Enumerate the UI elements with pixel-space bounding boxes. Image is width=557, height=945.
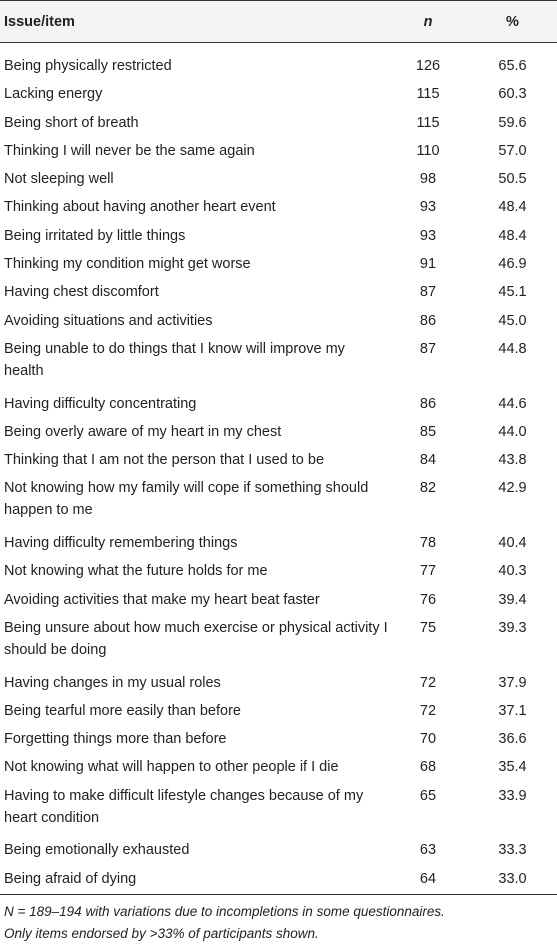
row-item-cell: Avoiding situations and activities xyxy=(4,312,213,329)
row-item-cell: Being short of breath xyxy=(4,114,139,131)
row-item-cell: Not knowing how my family will cope if something should happen to me xyxy=(4,480,369,519)
row-item-cell: Being emotionally exhausted xyxy=(4,842,190,859)
row-percent-cell: 59.6 xyxy=(498,114,527,131)
table-footnote xyxy=(0,895,557,945)
row-percent-cell: 65.6 xyxy=(498,58,527,74)
table-row xyxy=(0,783,557,838)
row-item-cell: Having difficulty remembering things xyxy=(4,535,238,552)
table-header xyxy=(0,1,557,43)
header-item: Issue/item xyxy=(0,1,388,43)
row-percent-cell: 40.3 xyxy=(498,563,527,580)
row-n-cell: 98 xyxy=(419,171,437,188)
table-body xyxy=(0,43,557,895)
row-percent-cell: 48.4 xyxy=(498,199,527,216)
row-percent-cell: 48.4 xyxy=(498,227,527,244)
row-n-cell: 72 xyxy=(419,702,437,719)
row-n-cell: 115 xyxy=(416,114,440,131)
row-n-cell: 84 xyxy=(419,452,437,469)
row-item-cell: Thinking my condition might get worse xyxy=(4,256,251,273)
table-row xyxy=(0,419,557,447)
row-n-cell: 91 xyxy=(419,256,437,273)
row-percent-cell: 33.9 xyxy=(498,787,527,804)
row-item-cell: Being tearful more easily than before xyxy=(4,702,241,719)
row-item-cell: Being afraid of dying xyxy=(0,866,388,895)
table-row xyxy=(0,615,557,670)
row-item-cell: Not sleeping well xyxy=(4,171,114,188)
table-row xyxy=(0,53,557,81)
row-percent-cell: 44.0 xyxy=(498,423,527,440)
row-item-cell: Being unsure about how much exercise or physical activity I should be doing xyxy=(4,619,388,658)
table-row xyxy=(0,670,557,698)
footnote-line-2: Only items endorsed by >33% of participants shown. xyxy=(4,925,319,941)
row-percent-cell: 46.9 xyxy=(498,256,527,273)
row-item-cell: Lacking energy xyxy=(4,86,103,103)
row-n-cell: 65 xyxy=(419,787,437,804)
table-row xyxy=(0,194,557,222)
row-percent-cell: 39.3 xyxy=(498,619,527,636)
row-percent-cell: 44.6 xyxy=(498,395,527,412)
row-item-cell: Having difficulty concentrating xyxy=(4,395,197,412)
row-item-cell: Having changes in my usual roles xyxy=(4,674,221,691)
row-percent-cell: 42.9 xyxy=(498,480,527,497)
row-item-cell: Being physically restricted xyxy=(4,58,172,74)
row-percent-cell: 45.0 xyxy=(498,312,527,329)
row-percent-cell: 44.8 xyxy=(498,340,527,357)
row-percent-cell: 36.6 xyxy=(498,731,527,748)
row-n-cell: 86 xyxy=(419,395,437,412)
table-row xyxy=(0,475,557,530)
row-n-cell: 75 xyxy=(419,619,437,636)
table-row xyxy=(0,166,557,194)
table-row xyxy=(0,391,557,419)
row-item-cell: Not knowing what will happen to other people if I die xyxy=(4,759,339,776)
table-row xyxy=(0,837,557,865)
table-row xyxy=(0,587,557,615)
row-n-cell: 76 xyxy=(419,591,437,608)
row-item-cell: Thinking about having another heart event xyxy=(4,199,276,216)
row-n-cell: 63 xyxy=(419,842,437,859)
row-n-cell: 93 xyxy=(419,199,437,216)
row-n-cell: 85 xyxy=(419,423,437,440)
row-item-cell: Being irritated by little things xyxy=(4,227,186,244)
row-item-cell: Thinking that I am not the person that I used to be xyxy=(4,452,325,469)
row-n-cell: 70 xyxy=(419,731,437,748)
table-row xyxy=(0,251,557,279)
header-percent: % xyxy=(468,1,557,43)
row-n-cell: 72 xyxy=(419,674,437,691)
row-percent-cell: 37.9 xyxy=(498,674,527,691)
row-item-cell: Forgetting things more than before xyxy=(4,731,227,748)
row-percent-cell: 33.3 xyxy=(498,842,527,859)
row-n-cell: 68 xyxy=(419,759,437,776)
row-item-cell: Having chest discomfort xyxy=(4,284,159,301)
row-item-cell: Being overly aware of my heart in my chest xyxy=(4,423,282,440)
table-row xyxy=(0,223,557,251)
row-n-cell: 64 xyxy=(388,866,468,895)
row-percent-cell: 50.5 xyxy=(498,171,527,188)
row-percent-cell: 43.8 xyxy=(498,452,527,469)
row-n-cell: 87 xyxy=(419,284,437,301)
row-percent-cell: 60.3 xyxy=(498,86,527,103)
row-n-cell: 87 xyxy=(419,340,437,357)
table-row xyxy=(0,530,557,558)
spacer-row xyxy=(0,43,557,54)
table-row xyxy=(0,138,557,166)
row-n-cell: 93 xyxy=(419,227,437,244)
row-n-cell: 110 xyxy=(416,142,440,159)
table-row xyxy=(0,754,557,782)
table-row xyxy=(0,308,557,336)
row-n-cell: 77 xyxy=(419,563,437,580)
row-percent-cell: 57.0 xyxy=(498,142,527,159)
row-n-cell: 82 xyxy=(419,480,437,497)
header-n: n xyxy=(388,1,468,43)
table-row xyxy=(0,336,557,391)
table-row xyxy=(0,279,557,307)
table-row xyxy=(0,698,557,726)
row-percent-cell: 39.4 xyxy=(498,591,527,608)
row-item-cell: Being unable to do things that I know will improve my health xyxy=(4,340,345,379)
row-item-cell: Not knowing what the future holds for me xyxy=(4,563,268,580)
row-item-cell: Having to make difficult lifestyle changes because of my heart condition xyxy=(4,787,364,826)
table-row xyxy=(0,558,557,586)
table-row xyxy=(0,110,557,138)
row-n-cell: 78 xyxy=(419,535,437,552)
row-percent-cell: 33.0 xyxy=(468,866,557,895)
row-n-cell: 126 xyxy=(415,58,441,74)
row-percent-cell: 35.4 xyxy=(498,759,527,776)
table-row xyxy=(0,866,557,895)
row-n-cell: 86 xyxy=(419,312,437,329)
row-percent-cell: 37.1 xyxy=(498,702,527,719)
header-row xyxy=(0,1,557,43)
row-percent-cell: 40.4 xyxy=(498,535,527,552)
footnote-line-1: N = 189–194 with variations due to incompletions in some questionnaires. xyxy=(4,903,445,919)
row-n-cell: 115 xyxy=(416,86,440,103)
row-percent-cell: 45.1 xyxy=(498,284,527,301)
table-row xyxy=(0,81,557,109)
row-item-cell: Avoiding activities that make my heart beat faster xyxy=(4,591,320,608)
table-row xyxy=(0,447,557,475)
row-item-cell: Thinking I will never be the same again xyxy=(4,142,255,159)
table-row xyxy=(0,726,557,754)
